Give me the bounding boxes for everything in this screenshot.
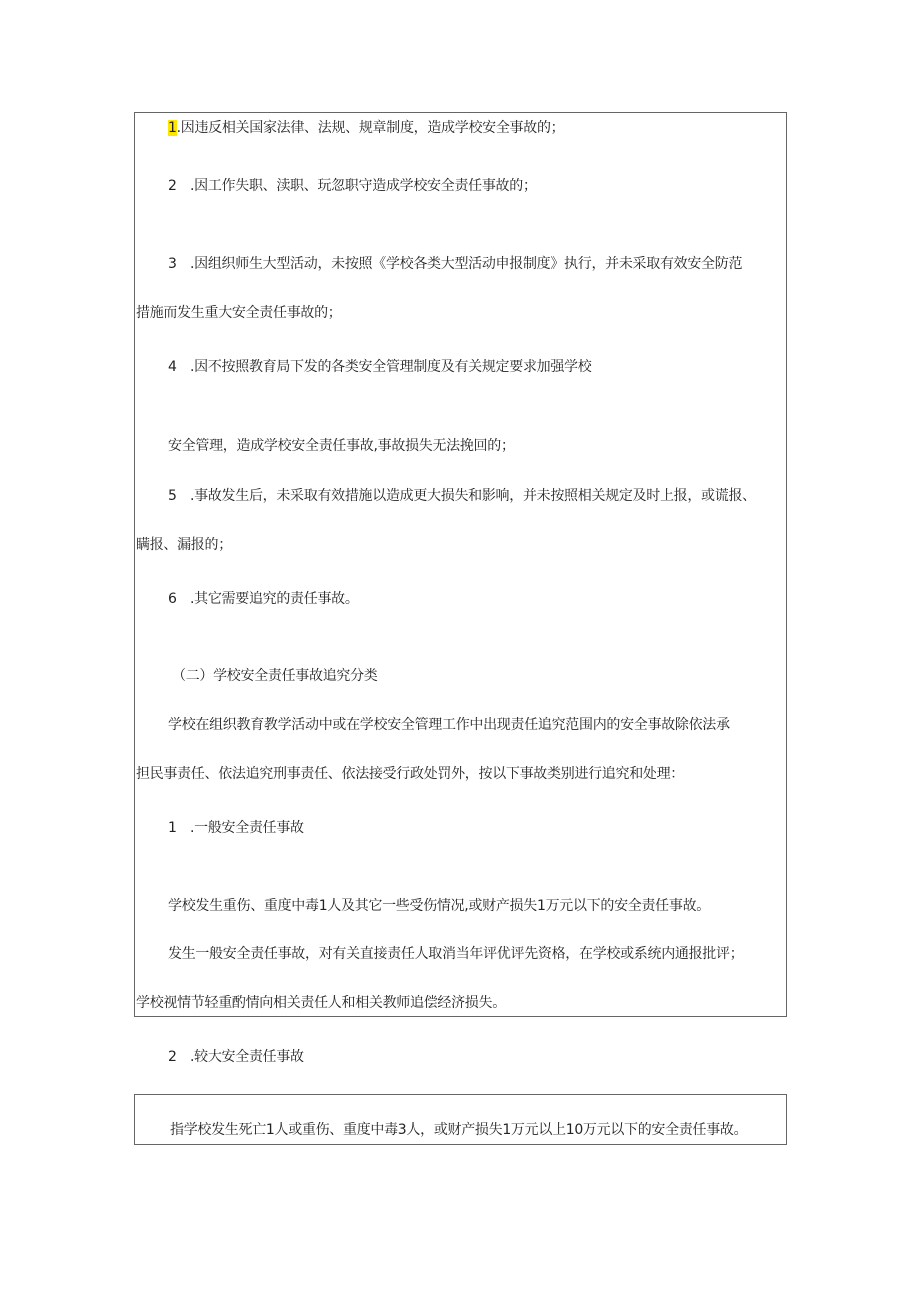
general-accident-title [168,818,304,838]
item-4-continuation: 安全管理，造成学校安全责任事故,事故损失无法挽回的； [168,438,515,454]
item-6 [168,589,359,609]
major-accident-definition: 指学校发生死亡1人或重伤、重度中毒3人，或财产损失1万元以上10万元以下的安全责任事故。 [170,1122,748,1138]
table-cell-box-1 [134,112,787,1017]
item-1-number: 1 [168,120,177,136]
major-accident-number: 2 [168,1049,177,1065]
item-4-text: .因不按照教育局下发的各类安全管理制度及有关规定要求加强学校 [190,359,592,375]
item-6-text: .其它需要追究的责任事故。 [190,591,359,607]
major-accident-title [168,1047,304,1067]
general-accident-number: 1 [168,820,177,836]
item-5-text: .事故发生后，未采取有效措施以造成更大损失和影响，并未按照相关规定及时上报，或谎报、 [190,488,756,504]
item-1 [168,118,564,138]
item-5 [168,486,756,506]
item-1-text: .因违反相关国家法律、法规、规章制度，造成学校安全事故的； [176,120,565,136]
intro-line-2: 担民事责任、依法追究刑事责任、依法接受行政处罚外，按以下事故类别进行追究和处理： [136,766,684,782]
intro-line-1: 学校在组织教育教学活动中或在学校安全管理工作中出现责任追究范围内的安全事故除依法承 [168,717,730,733]
item-3-continuation: 措施而发生重大安全责任事故的； [136,305,342,321]
major-accident-label: .较大安全责任事故 [190,1049,304,1065]
item-2 [168,176,537,196]
item-5-number: 5 [168,488,177,504]
item-3-number: 3 [168,256,177,272]
section-heading: （二）学校安全责任事故追究分类 [172,668,378,684]
item-3-text: .因组织师生大型活动，未按照《学校各类大型活动申报制度》执行，并未采取有效安全防范 [190,256,743,272]
general-accident-penalty-1: 发生一般安全责任事故，对有关直接责任人取消当年评优评先资格，在学校或系统内通报批评； [168,946,744,962]
item-2-number: 2 [168,178,177,194]
item-5-continuation: 瞒报、漏报的； [136,537,232,553]
item-2-text: .因工作失职、渎职、玩忽职守造成学校安全责任事故的； [190,178,537,194]
general-accident-penalty-2: 学校视情节轻重酌情向相关责任人和相关教师追偿经济损失。 [136,995,506,1011]
item-3 [168,254,742,274]
item-4 [168,357,591,377]
item-4-number: 4 [168,359,177,375]
item-6-number: 6 [168,591,177,607]
general-accident-definition: 学校发生重伤、重度中毒1人及其它一些受伤情况,或财产损失1万元以下的安全责任事故。 [168,898,710,914]
general-accident-label: .一般安全责任事故 [190,820,304,836]
